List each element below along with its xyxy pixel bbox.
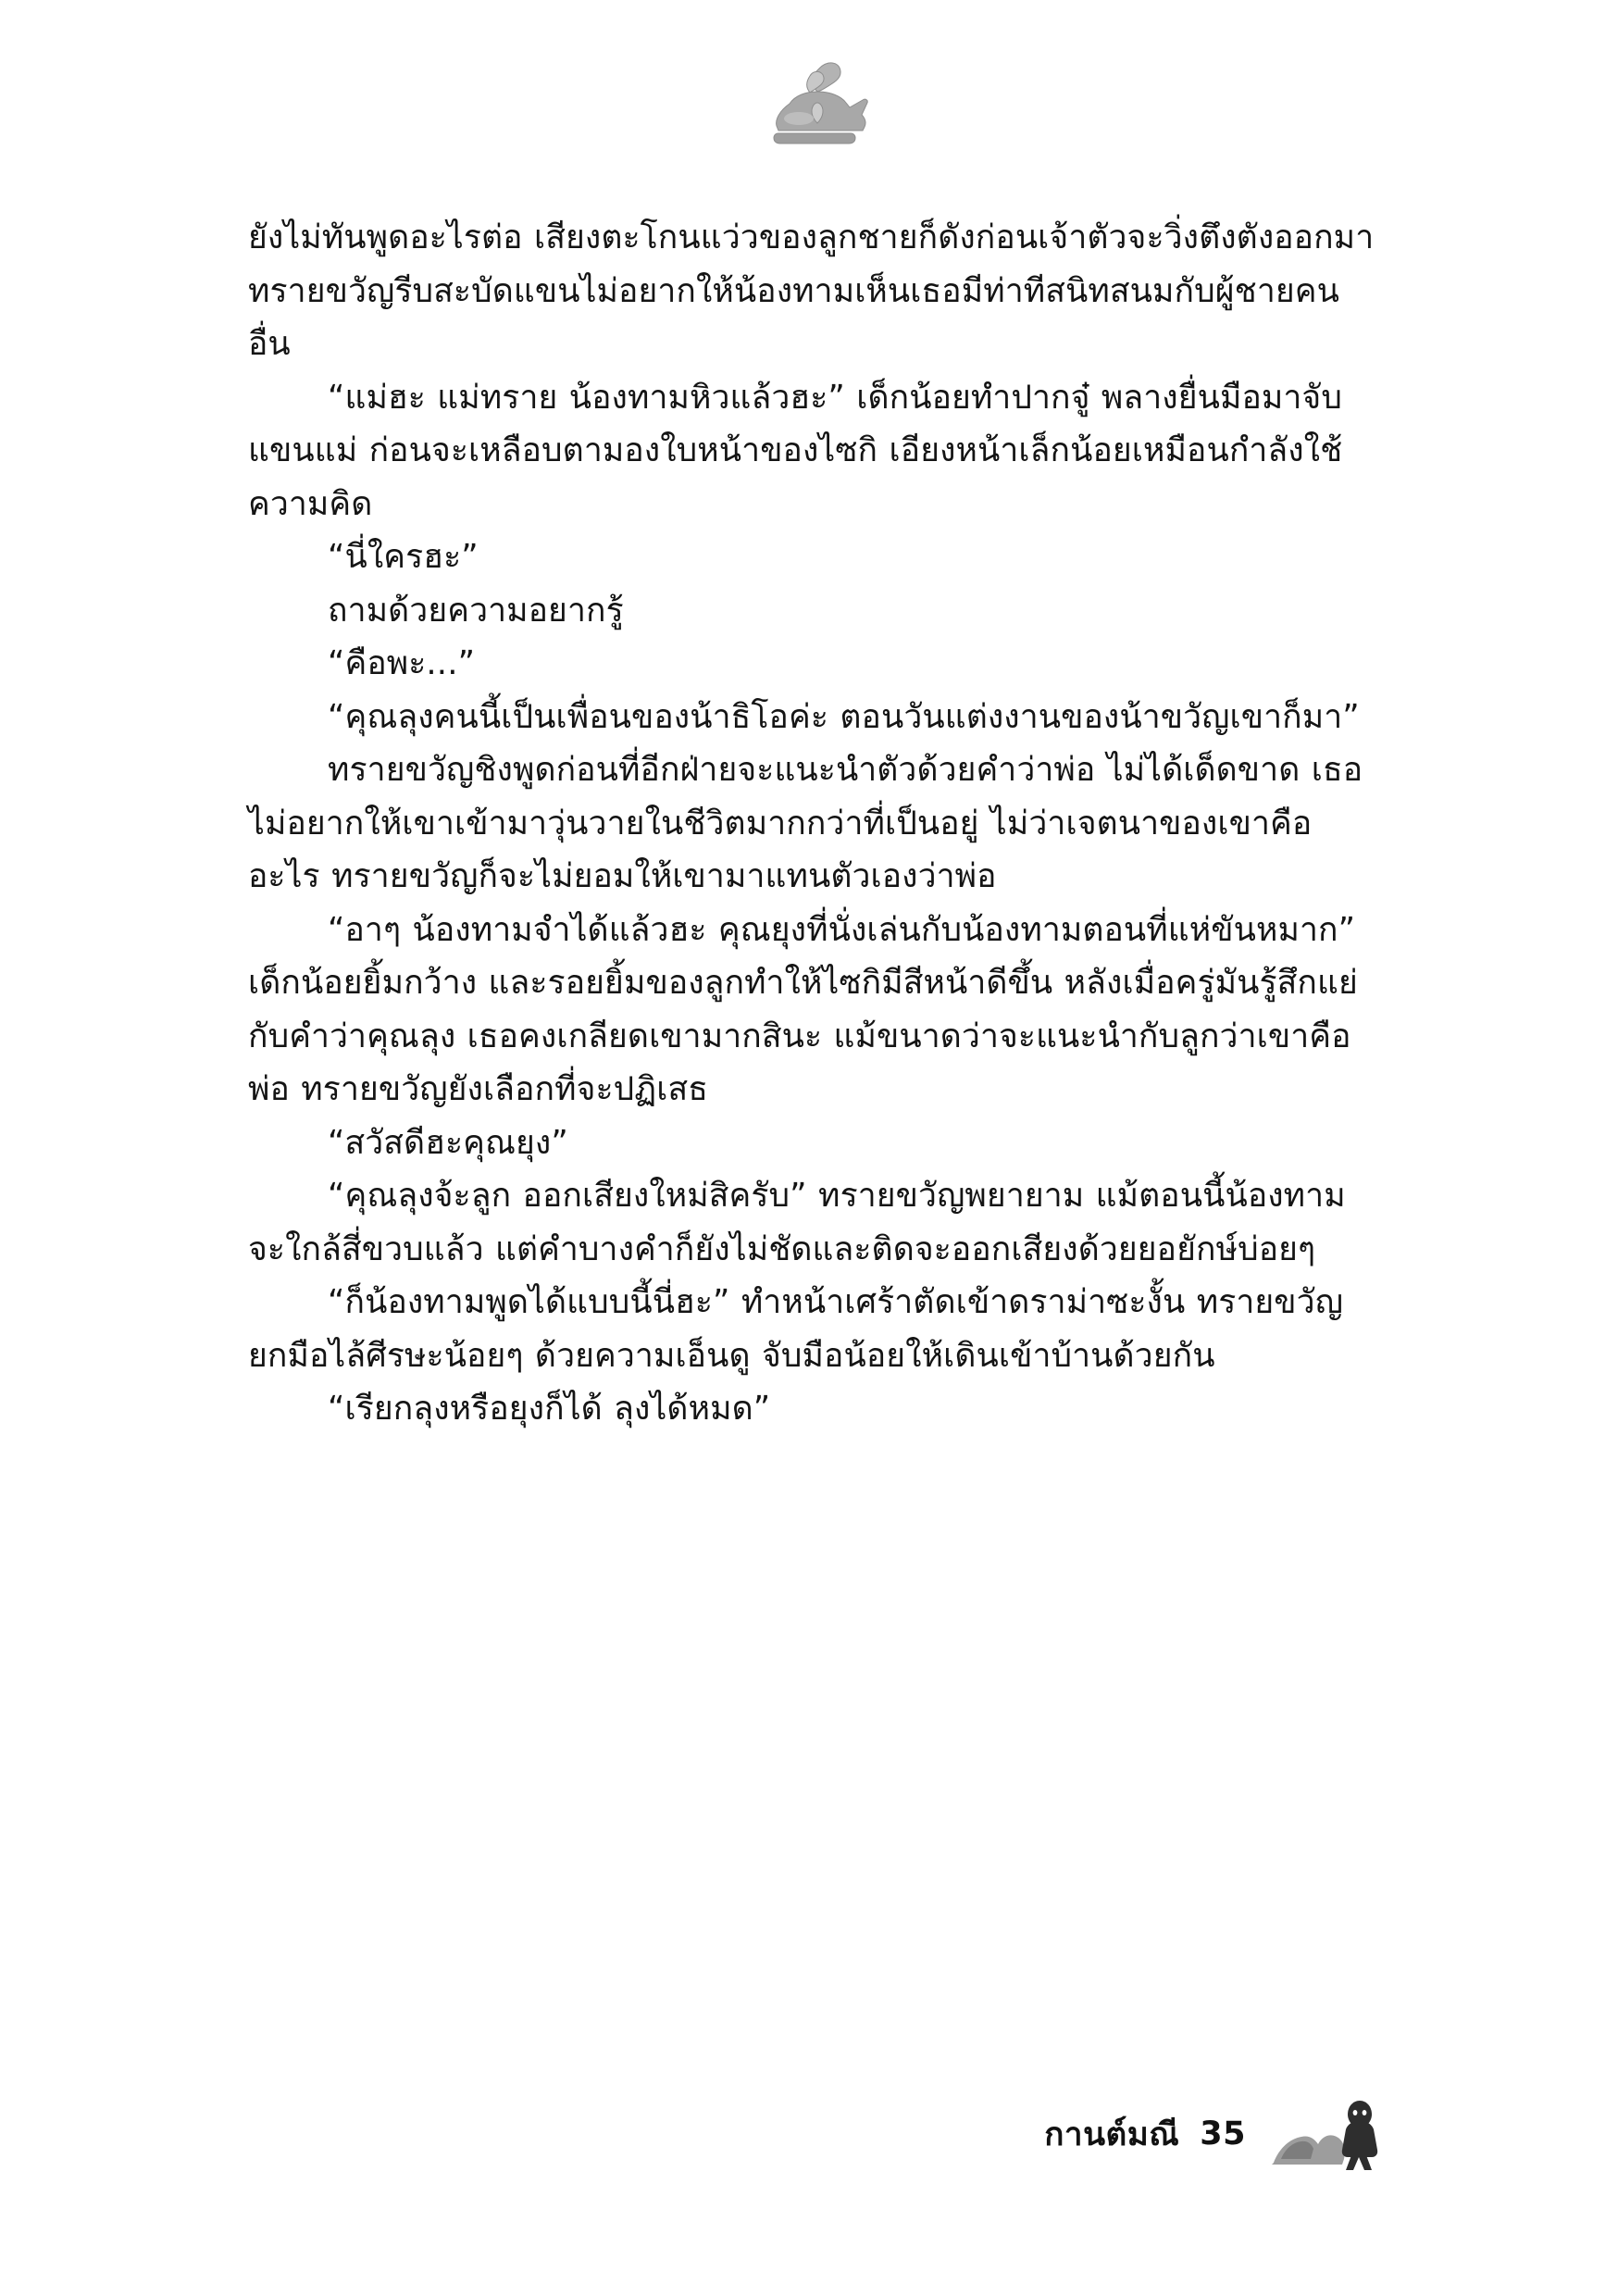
paragraph: ยังไม่ทันพูดอะไรต่อ เสียงตะโกนแว่วของลูกชายก็ดังก่อนเจ้าตัวจะวิ่งตึงตังออกมา ทรายขวัญรีบสะบัดแขนไม่อยากให้น้องทามเห็นเธอมีท่าทีสนิทสนมกับผู้ชายคนอื่น — [248, 218, 1375, 363]
paragraph: “ก็น้องทามพูดได้แบบนี้นี่ฮะ” ทำหน้าเศร้าตัดเข้าดราม่าซะงั้น ทรายขวัญยกมือไล้ศีรษะน้อยๆ ด้วยความเอ็นดู จับมือน้อยให้เดินเข้าบ้านด้วยกัน — [248, 1283, 1344, 1375]
paragraph: “คุณลุงจ้ะลูก ออกเสียงใหม่สิครับ” ทรายขวัญพยายาม แม้ตอนนี้น้องทามจะใกล้สี่ขวบแล้ว แต่คำบางคำก็ยังไม่ชัดและติดจะออกเสียงด้วยยอยักษ์บ่อยๆ — [248, 1177, 1346, 1268]
page-number: 35 — [1200, 2115, 1246, 2152]
paragraph: ถามด้วยความอยากรู้ — [328, 591, 624, 630]
paragraph: “คือพะ...” — [328, 644, 476, 682]
paragraph: “อาๆ น้องทามจำได้แล้วฮะ คุณยุงที่นั่งเล่นกับน้องทามตอนที่แห่ขันหมาก” เด็กน้อยยิ้มกว้าง และรอยยิ้มของลูกทำให้ไซกิมีสีหน้าดีขึ้น หลังเมื่อครู่มันรู้สึกแย่กับคำว่าคุณลุง เธอคงเกลียดเขามากสินะ แม้ขนาดว่าจะแนะนำกับลูกว่าเขาคือพ่อ ทรายขวัญยังเลือกที่จะปฏิเสธ — [248, 910, 1358, 1108]
paragraph: “แม่ฮะ แม่ทราย น้องทามหิวแล้วฮะ” เด็กน้อยทำปากจู๋ พลางยื่นมือมาจับแขนแม่ ก่อนจะเหลือบตามองใบหน้าของไซกิ เอียงหน้าเล็กน้อยเหมือนกำลังใช้ความคิด — [248, 378, 1343, 523]
page-body-text — [248, 211, 1379, 1436]
boy-on-rock-icon — [1270, 2094, 1381, 2174]
page-footer — [1044, 2094, 1381, 2174]
paragraph: “เรียกลุงหรือยุงก็ได้ ลุงได้หมด” — [328, 1390, 771, 1428]
paragraph: “นี่ใครฮะ” — [328, 538, 479, 576]
paragraph: “คุณลุงคนนี้เป็นเพื่อนของน้าธิโอค่ะ ตอนวันแต่งงานของน้าขวัญเขาก็มา” — [328, 697, 1360, 736]
paragraph: ทรายขวัญชิงพูดก่อนที่อีกฝ่ายจะแนะนำตัวด้วยคำว่าพ่อ ไม่ได้เด็ดขาด เธอไม่อยากให้เขาเข้ามาวุ่นวายในชีวิตมากกว่าที่เป็นอยู่ ไม่ว่าเจตนาของเขาคืออะไร ทรายขวัญก็จะไม่ยอมให้เขามาแทนตัวเองว่าพ่อ — [248, 751, 1363, 895]
oil-lamp-icon — [730, 56, 888, 157]
paragraph: “สวัสดีฮะคุณยุง” — [328, 1123, 568, 1162]
footer-author-name: กานต์มณี — [1044, 2115, 1180, 2153]
header-ornament — [0, 56, 1618, 157]
